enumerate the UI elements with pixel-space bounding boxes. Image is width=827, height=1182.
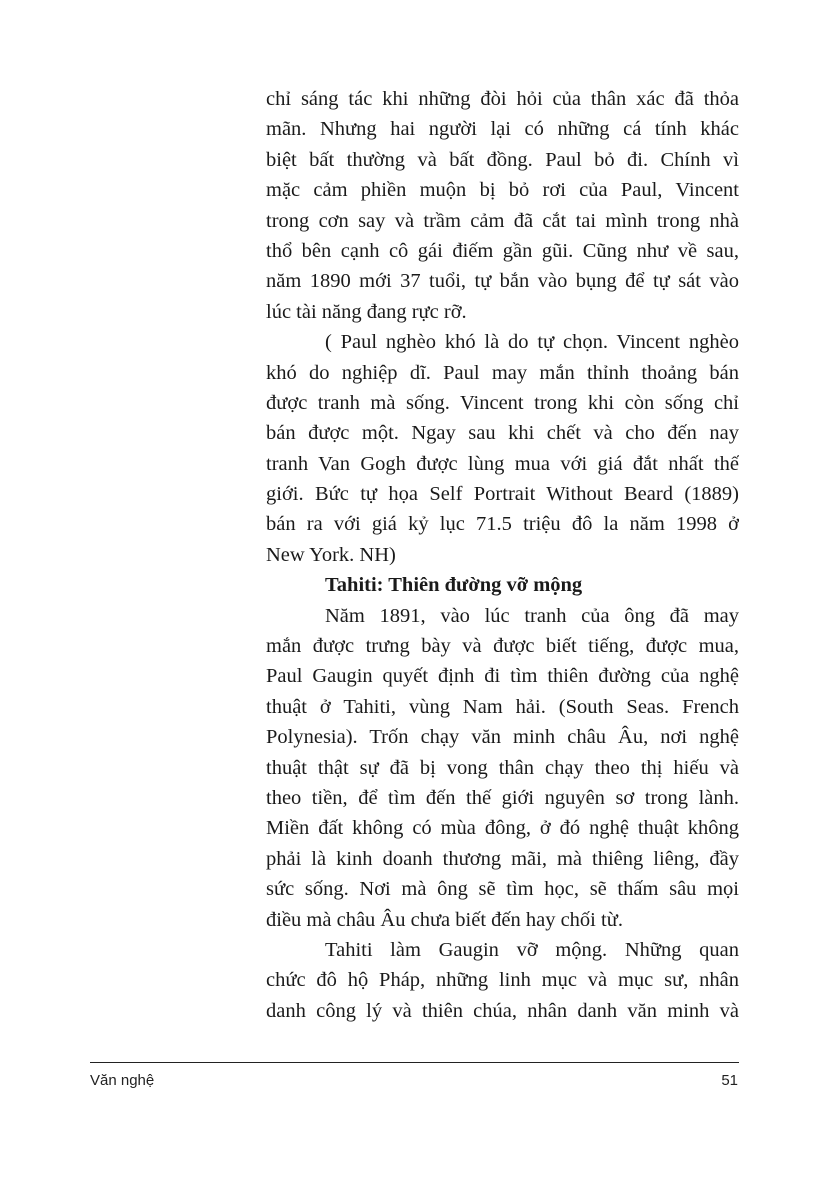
text-line: theo tiền, để tìm đến thế giới nguyên sơ trong lành.: [266, 786, 739, 809]
text-line: chỉ sáng tác khi những đòi hỏi của thân xác đã thỏa: [266, 88, 739, 110]
article-body: [266, 84, 739, 1026]
text-line: mặc cảm phiền muộn bị bỏ rơi của Paul, Vincent: [266, 179, 739, 202]
text-line: Miền đất không có mùa đông, ở đó nghệ thuật không: [266, 817, 739, 840]
text-line: sức sống. Nơi mà ông sẽ tìm học, sẽ thấm sâu mọi: [266, 878, 739, 901]
text-line: khó do nghiệp dĩ. Paul may mắn thỉnh thoảng bán: [266, 361, 739, 384]
text-line: Năm 1891, vào lúc tranh của ông đã may: [325, 604, 739, 627]
text-line: Tahiti làm Gaugin vỡ mộng. Những quan: [325, 938, 739, 961]
text-line: trong cơn say và trầm cảm đã cắt tai mình trong nhà: [266, 209, 739, 232]
text-line: phải là kinh doanh thương mãi, mà thiêng liêng, đầy: [266, 847, 739, 870]
text-line: thổ bên cạnh cô gái điếm gần gũi. Cũng như về sau,: [266, 239, 739, 262]
text-line: bán ra với giá kỷ lục 71.5 triệu đô la năm 1998 ở: [266, 513, 739, 536]
text-line: mãn. Nhưng hai người lại có những cá tính khác: [266, 118, 739, 141]
text-line: giới. Bức tự họa Self Portrait Without Beard (1889): [266, 483, 739, 506]
section-heading: Tahiti: Thiên đường vỡ mộng: [325, 574, 583, 597]
text-line: lúc tài năng đang rực rỡ.: [266, 300, 467, 323]
text-line: thuật ở Tahiti, vùng Nam hải. (South Seas. French: [266, 695, 739, 718]
footer-divider: [90, 1062, 739, 1063]
text-line: chức đô hộ Pháp, những linh mục và mục sư, nhân: [266, 969, 739, 992]
text-line: ( Paul nghèo khó là do tự chọn. Vincent nghèo: [325, 331, 739, 354]
text-line: bán được một. Ngay sau khi chết và cho đến nay: [266, 422, 739, 445]
text-line: năm 1890 mới 37 tuổi, tự bắn vào bụng để tự sát vào: [266, 270, 739, 293]
text-line: biệt bất thường và bất đồng. Paul bỏ đi. Chính vì: [266, 148, 739, 171]
text-line: điều mà châu Âu chưa biết đến hay chối từ.: [266, 908, 623, 931]
text-line: Polynesia). Trốn chạy văn minh châu Âu, nơi nghệ: [266, 726, 739, 749]
text-line: Paul Gaugin quyết định đi tìm thiên đường của nghệ: [266, 665, 739, 688]
page-number: 51: [721, 1072, 738, 1089]
text-line: New York. NH): [266, 543, 396, 566]
footer-section-label: Văn nghệ: [90, 1072, 155, 1089]
text-line: danh công lý và thiên chúa, nhân danh văn minh và: [266, 999, 739, 1022]
text-line: được tranh mà sống. Vincent trong khi còn sống chỉ: [266, 391, 739, 414]
text-line: tranh Van Gogh được lùng mua với giá đắt nhất thế: [266, 452, 739, 475]
text-line: thuật thật sự đã bị vong thân chạy theo thị hiếu và: [266, 756, 739, 779]
text-line: mắn được trưng bày và được biết tiếng, được mua,: [266, 635, 739, 658]
